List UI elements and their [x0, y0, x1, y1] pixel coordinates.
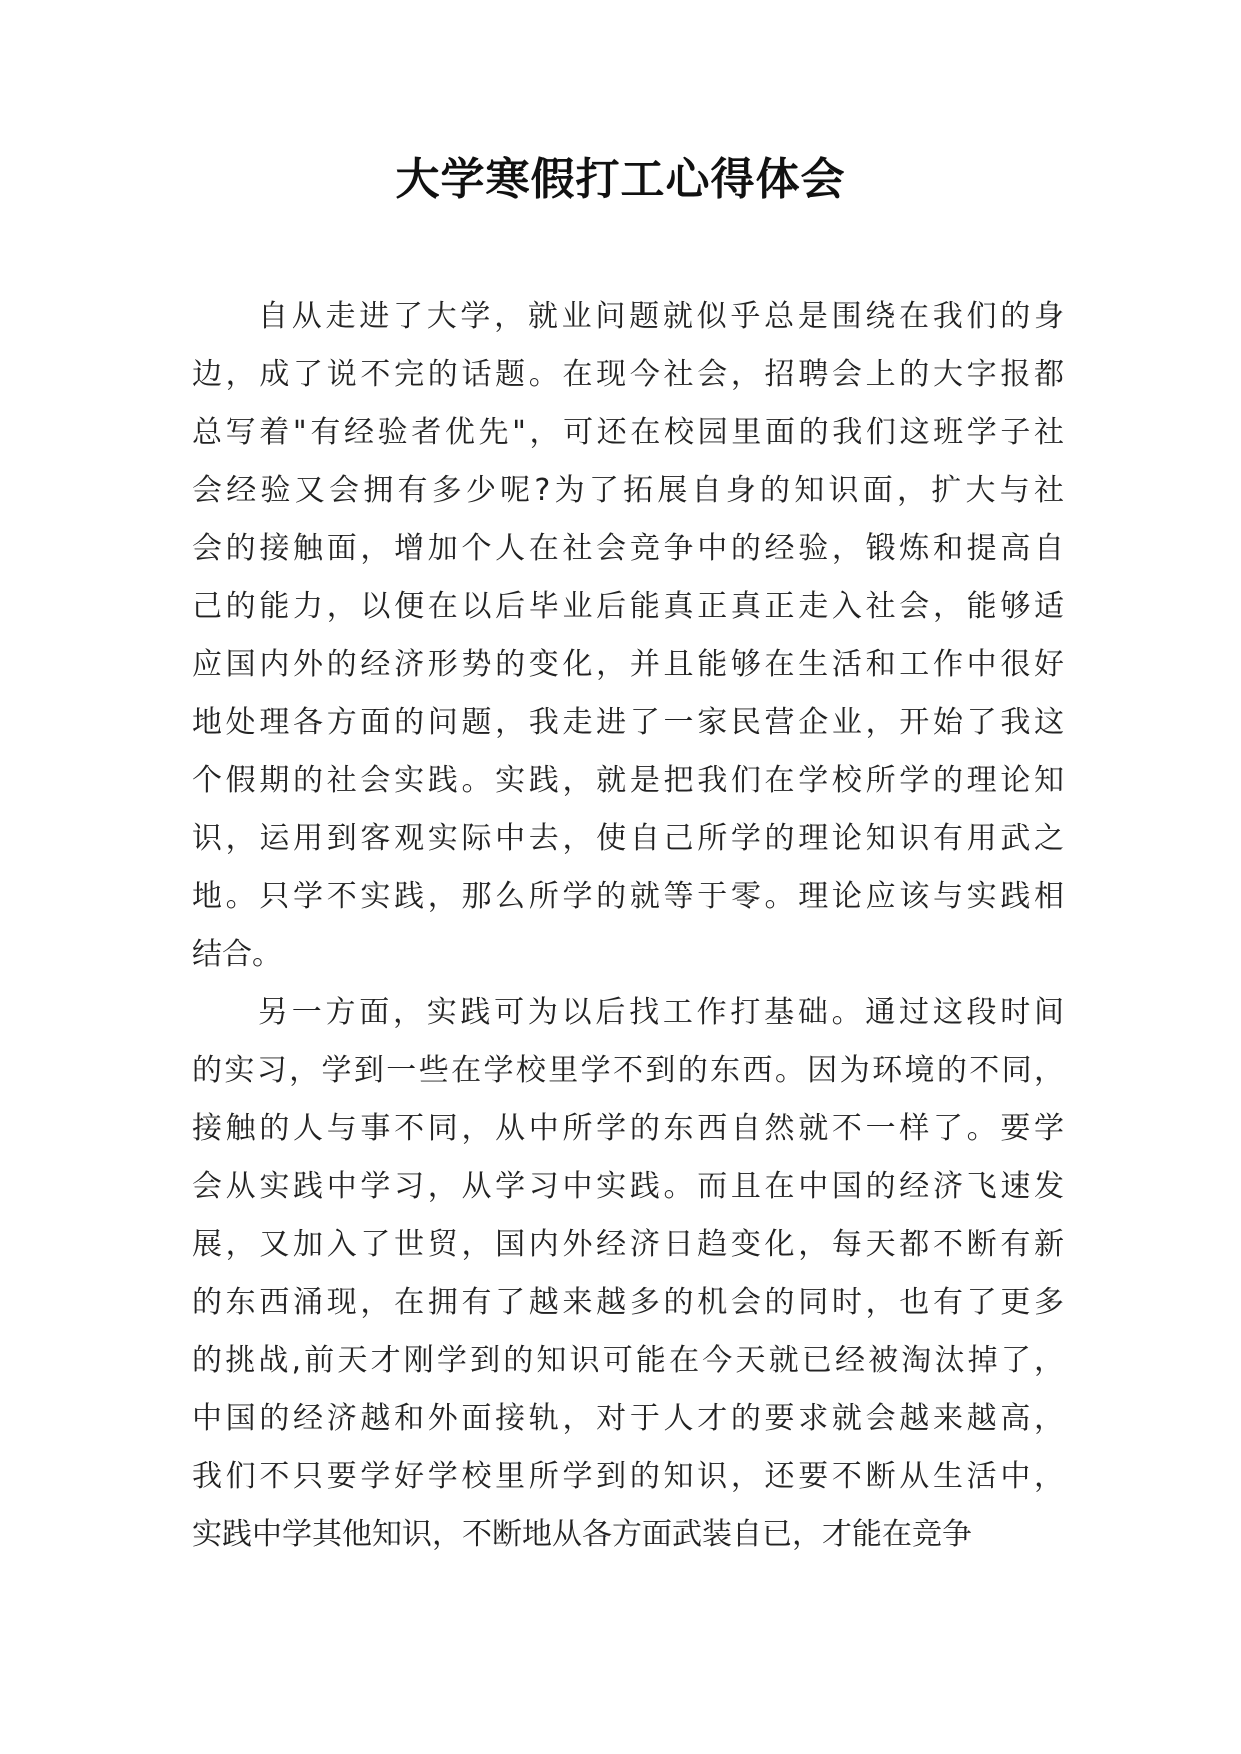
paragraph-line: 识，运用到客观实际中去，使自己所学的理论知识有用武之 [192, 821, 1064, 856]
paragraph-line: 实践中学其他知识，不断地从各方面武装自已，才能在竞争 [192, 1517, 972, 1552]
document-title: 大学寒假打工心得体会 [395, 154, 846, 205]
paragraph-line: 另一方面，实践可为以后找工作打基础。通过这段时间 [258, 995, 1064, 1030]
paragraph-line: 中国的经济越和外面接轨，对于人才的要求就会越来越高， [192, 1401, 1064, 1436]
paragraph-1 [192, 288, 1064, 984]
paragraph-line: 我们不只要学好学校里所学到的知识，还要不断从生活中， [192, 1459, 1064, 1494]
document-body [192, 288, 1064, 1564]
paragraph-2 [192, 984, 1064, 1564]
paragraph-line: 的实习，学到一些在学校里学不到的东西。因为环境的不同， [192, 1053, 1064, 1088]
paragraph-line: 自从走进了大学，就业问题就似乎总是围绕在我们的身 [258, 299, 1064, 334]
paragraph-line: 会的接触面，增加个人在社会竞争中的经验，锻炼和提高自 [192, 531, 1064, 566]
paragraph-line: 的东西涌现，在拥有了越来越多的机会的同时，也有了更多 [192, 1285, 1064, 1320]
paragraph-line: 展，又加入了世贸，国内外经济日趋变化，每天都不断有新 [192, 1227, 1064, 1262]
paragraph-line: 的挑战,前天才刚学到的知识可能在今天就已经被淘汰掉了， [192, 1343, 1064, 1378]
paragraph-line: 地处理各方面的问题，我走进了一家民营企业，开始了我这 [192, 705, 1064, 740]
paragraph-line: 总写着"有经验者优先"，可还在校园里面的我们这班学子社 [192, 415, 1064, 450]
paragraph-line: 边，成了说不完的话题。在现今社会，招聘会上的大字报都 [192, 357, 1064, 392]
paragraph-line: 地。只学不实践，那么所学的就等于零。理论应该与实践相 [192, 879, 1064, 914]
paragraph-line: 应国内外的经济形势的变化，并且能够在生活和工作中很好 [192, 647, 1064, 682]
paragraph-line: 个假期的社会实践。实践，就是把我们在学校所学的理论知 [192, 763, 1064, 798]
paragraph-line: 会从实践中学习，从学习中实践。而且在中国的经济飞速发 [192, 1169, 1064, 1204]
paragraph-line: 己的能力，以便在以后毕业后能真正真正走入社会，能够适 [192, 589, 1064, 624]
paragraph-line: 接触的人与事不同，从中所学的东西自然就不一样了。要学 [192, 1111, 1064, 1146]
paragraph-line: 结合。 [192, 937, 282, 972]
paragraph-line: 会经验又会拥有多少呢?为了拓展自身的知识面，扩大与社 [192, 473, 1064, 508]
